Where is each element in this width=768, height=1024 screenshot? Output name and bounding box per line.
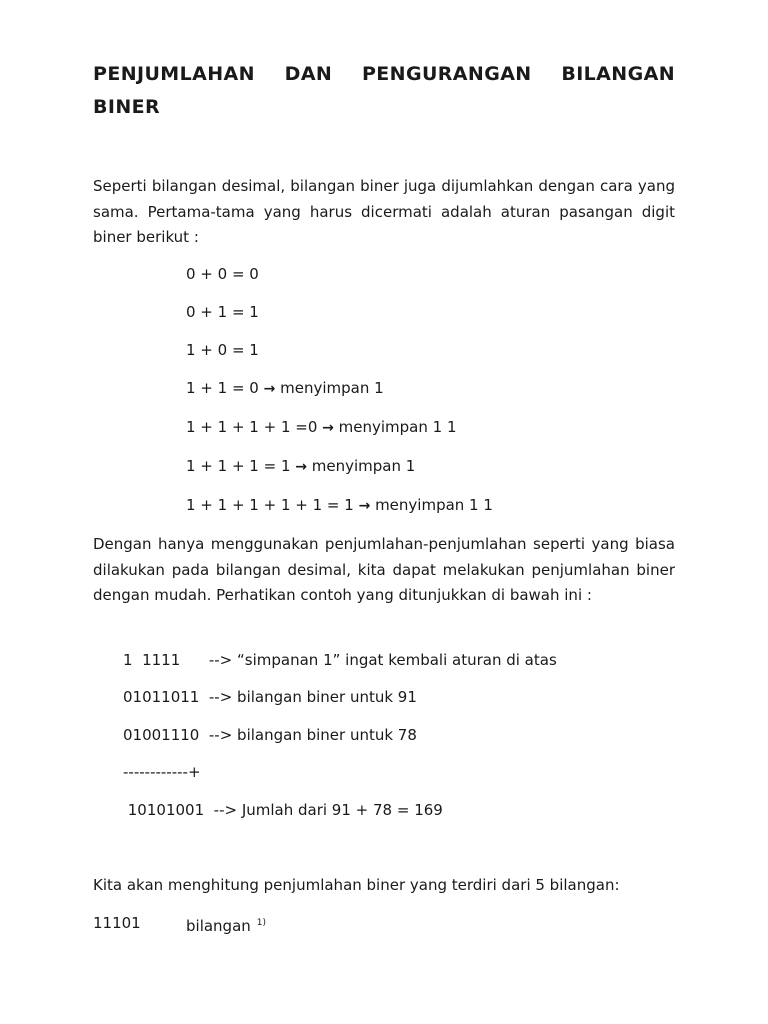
- intro-paragraph: Seperti bilangan desimal, bilangan biner juga dijumlahkan dengan cara yang sama. Pertama-tama yang harus dicermati adalah aturan pasangan digit biner berikut :: [93, 177, 675, 246]
- number-label-text: bilangan: [186, 917, 251, 935]
- rule-expression: 1 + 1 + 1 = 1: [186, 457, 296, 475]
- right-arrow-icon: →: [322, 420, 334, 436]
- right-arrow-icon: →: [358, 498, 371, 514]
- rule-line: [186, 340, 259, 360]
- rule-line: [186, 456, 415, 477]
- rule-line: [186, 302, 259, 322]
- example-line: 01011011 --> bilangan biner untuk 91: [123, 688, 417, 706]
- footnote-marker: 1): [256, 918, 267, 928]
- example-line: 1 1111 --> “simpanan 1” ingat kembali aturan di atas: [123, 651, 557, 669]
- rule-expression: 0 + 0 = 0: [186, 265, 259, 283]
- rule-line: [186, 495, 493, 516]
- rule-note: menyimpan 1: [275, 379, 384, 397]
- rule-note: menyimpan 1: [307, 457, 416, 475]
- document-title: PENJUMLAHAN DAN PENGURANGAN BILANGAN BINER: [93, 63, 675, 118]
- rule-line: [186, 378, 384, 399]
- right-arrow-icon: →: [263, 381, 276, 397]
- rule-note: menyimpan 1 1: [333, 418, 457, 436]
- example-result-line: 10101001 --> Jumlah dari 91 + 78 = 169: [123, 801, 443, 819]
- second-paragraph: Dengan hanya menggunakan penjumlahan-penjumlahan seperti yang biasa dilakukan pada bilangan desimal, kita dapat melakukan penjumlahan biner dengan mudah. Perhatikan contoh yang ditunjukkan di bawah ini :: [93, 535, 675, 604]
- rule-expression: 1 + 1 + 1 + 1 =0: [186, 418, 323, 436]
- rule-expression: 1 + 0 = 1: [186, 341, 259, 359]
- rule-expression: 1 + 1 = 0: [186, 379, 264, 397]
- rule-expression: 0 + 1 = 1: [186, 303, 259, 321]
- binary-number: 11101: [93, 914, 141, 932]
- example-line: 01001110 --> bilangan biner untuk 78: [123, 726, 417, 744]
- third-paragraph: Kita akan menghitung penjumlahan biner yang terdiri dari 5 bilangan:: [93, 876, 620, 894]
- number-label: [186, 913, 266, 936]
- rule-note: menyimpan 1 1: [370, 496, 493, 514]
- rule-line: [186, 264, 259, 284]
- right-arrow-icon: →: [295, 459, 307, 475]
- rule-line: [186, 417, 457, 438]
- rule-expression: 1 + 1 + 1 + 1 + 1 = 1: [186, 496, 359, 514]
- example-divider: ------------+: [123, 763, 201, 781]
